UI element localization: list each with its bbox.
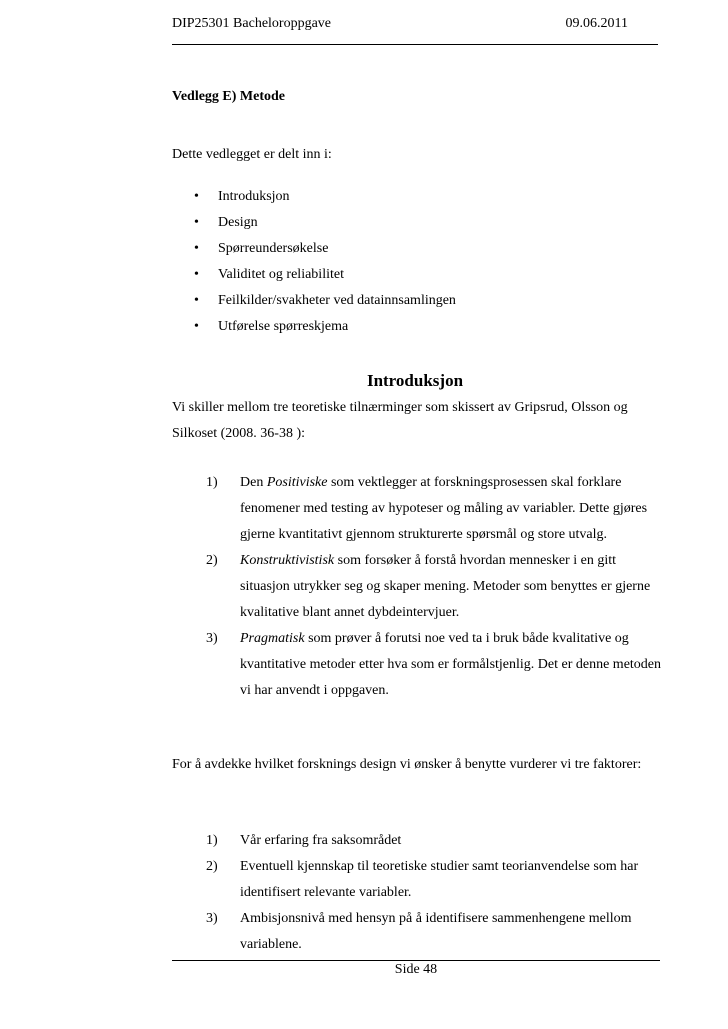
bullet-icon: •: [194, 319, 199, 334]
page-number: Side 48: [394, 962, 438, 977]
bullet-item: [190, 288, 456, 314]
approach-item: [206, 548, 666, 626]
bullet-item: [190, 210, 456, 236]
factor-number: 3): [206, 911, 218, 926]
factor-text: Eventuell kjennskap til teoretiske studier samt teorianvendelse som har identifisert relevante variabler.: [240, 859, 639, 900]
bullet-item: [190, 314, 456, 340]
footer-divider: [172, 960, 660, 961]
bullet-item: [190, 262, 456, 288]
approach-description: som prøver å forutsi noe ved ta i bruk både kvalitative og kvantitative metoder etter hva som er formålstjenlig. Det er denne metoden vi har anvendt i oppgaven.: [240, 631, 662, 698]
approach-item: [206, 470, 666, 548]
approach-number: 2): [206, 553, 218, 568]
approaches-list: [206, 470, 666, 704]
factor-text: Vår erfaring fra saksområdet: [240, 833, 402, 848]
factor-item: [206, 828, 666, 854]
approach-term: Konstruktivistisk: [240, 553, 335, 568]
intro-text: Dette vedlegget er delt inn i:: [172, 147, 332, 162]
bullet-item-label: Introduksjon: [218, 189, 290, 204]
approach-term: Positiviske: [266, 475, 328, 490]
design-paragraph: For å avdekke hvilket forsknings design vi ønsker å benytte vurderer vi tre faktorer:: [172, 757, 642, 772]
contents-bullet-list: [190, 184, 456, 340]
section-heading-introduksjon: Introduksjon: [366, 371, 464, 390]
factor-number: 2): [206, 859, 218, 874]
bullet-item: [190, 236, 456, 262]
approach-item: [206, 626, 666, 704]
appendix-title: Vedlegg E) Metode: [172, 89, 286, 104]
bullet-item-label: Design: [218, 215, 258, 230]
factors-list: [206, 828, 666, 958]
intro-paragraph: Vi skiller mellom tre teoretiske tilnærminger som skissert av Gripsrud, Olsson og Silkoset (2008. 36-38 ):: [172, 400, 628, 441]
bullet-item-label: Utførelse spørreskjema: [218, 319, 349, 334]
approach-description: som vektlegger at forskningsprosessen skal forklare fenomener med testing av hypoteser og måling av variabler. Dette gjøres gjerne kvantitativt gjennom strukturerte spørsmål og store utvalg.: [240, 475, 648, 542]
approach-number: 1): [206, 475, 218, 490]
header-date: 09.06.2011: [565, 16, 628, 31]
page-header: [172, 16, 660, 78]
bullet-icon: •: [194, 215, 199, 230]
header-course-title: DIP25301 Bacheloroppgave: [172, 16, 332, 31]
bullet-item-label: Feilkilder/svakheter ved datainnsamlingen: [218, 293, 456, 308]
bullet-icon: •: [194, 189, 199, 204]
bullet-icon: •: [194, 267, 199, 282]
factor-item: [206, 906, 666, 958]
approach-prefix: Den: [240, 475, 267, 490]
header-divider: [172, 44, 658, 45]
approach-term: Pragmatisk: [240, 631, 305, 646]
bullet-icon: •: [194, 293, 199, 308]
factor-text: Ambisjonsnivå med hensyn på å identifisere sammenhengene mellom variablene.: [240, 911, 632, 952]
bullet-item: [190, 184, 456, 210]
bullet-icon: •: [194, 241, 199, 256]
bullet-item-label: Spørreundersøkelse: [218, 241, 329, 256]
factor-number: 1): [206, 833, 218, 848]
approach-description: som forsøker å forstå hvordan mennesker i en gitt situasjon utrykker seg og skaper mening. Metoder som benyttes er gjerne kvalitative blant annet dybdeintervjuer.: [240, 553, 651, 620]
bullet-item-label: Validitet og reliabilitet: [218, 267, 344, 282]
approach-number: 3): [206, 631, 218, 646]
factor-item: [206, 854, 666, 906]
